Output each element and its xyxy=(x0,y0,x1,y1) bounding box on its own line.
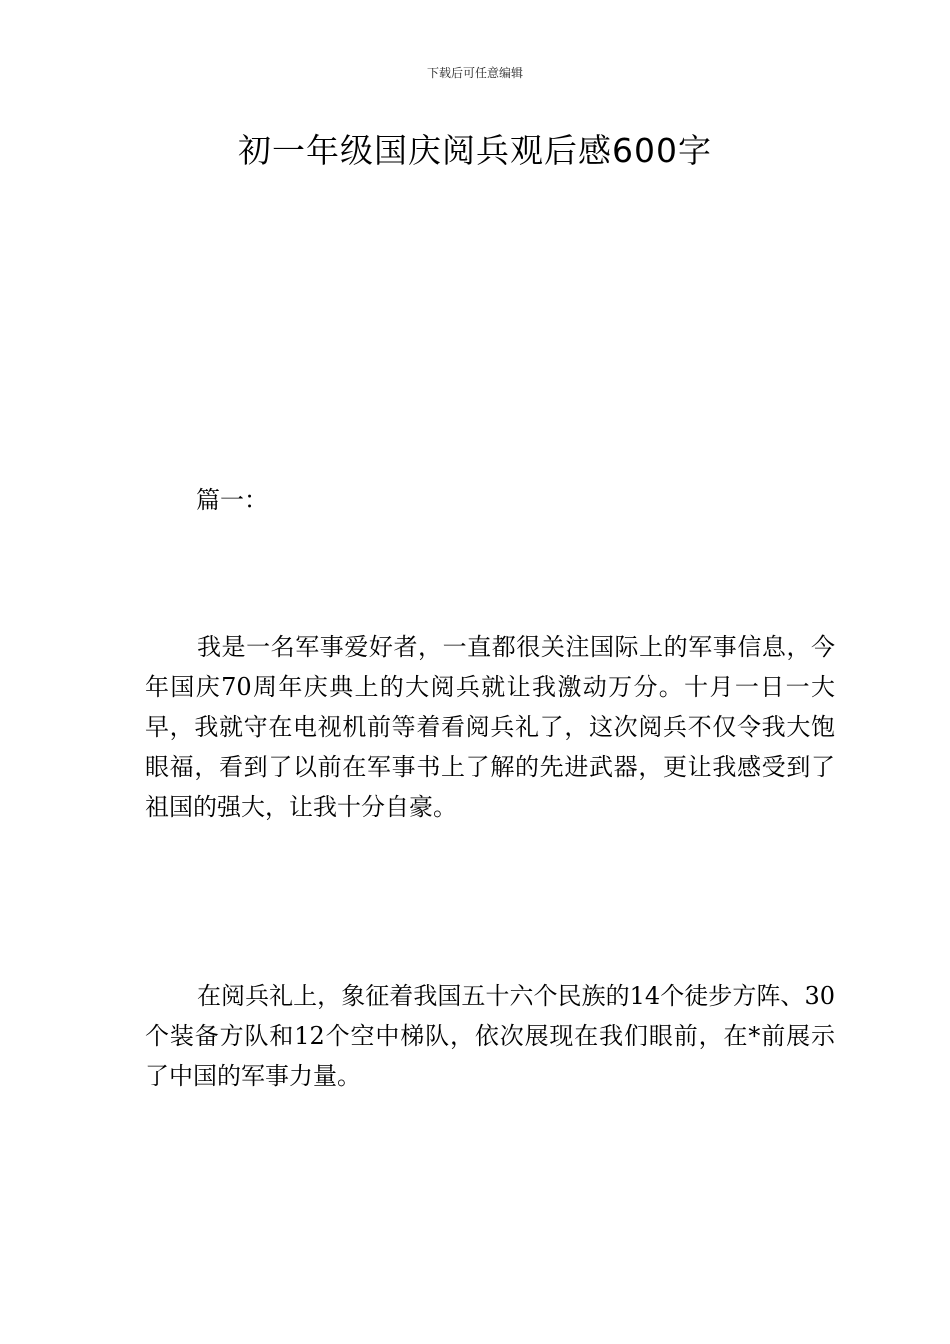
paragraph-2: 在阅兵礼上，象征着我国五十六个民族的14个徒步方阵、30个装备方队和12个空中梯队，依次展现在我们眼前，在*前展示了中国的军事力量。 xyxy=(145,982,835,1090)
document-title: 初一年级国庆阅兵观后感600字 xyxy=(238,131,712,170)
section-heading: 篇一： xyxy=(196,486,268,514)
paragraph-1: 我是一名军事爱好者，一直都很关注国际上的军事信息，今年国庆70周年庆典上的大阅兵就让我激动万分。十月一日一大早，我就守在电视机前等着看阅兵礼了，这次阅兵不仅令我大饱眼福，看到了以前在军事书上了解的先进武器，更让我感受到了祖国的强大，让我十分自豪。 xyxy=(145,633,835,821)
header-note: 下载后可任意编辑 xyxy=(426,66,523,80)
